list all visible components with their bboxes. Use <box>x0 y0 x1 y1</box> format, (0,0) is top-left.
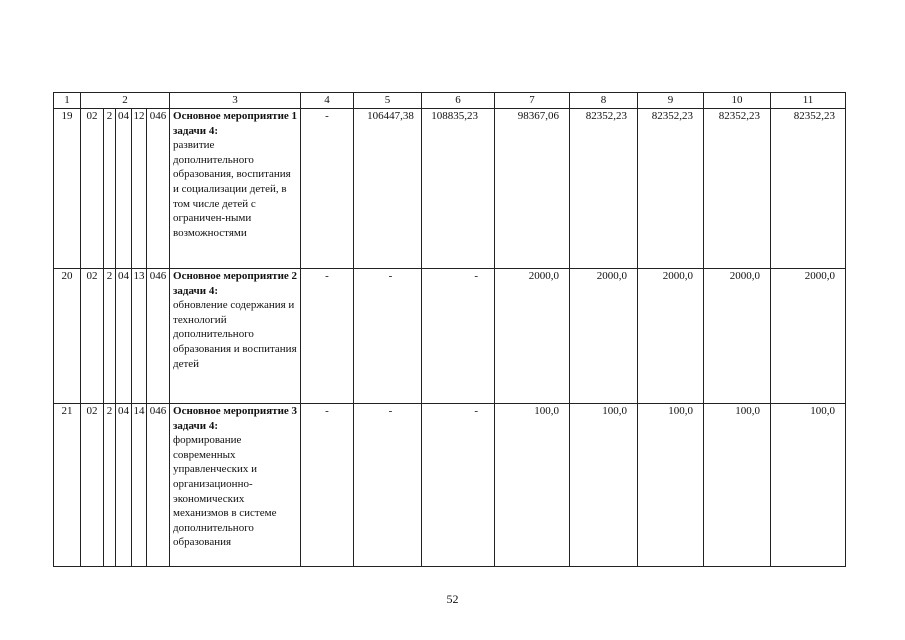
header-cell: 2 <box>81 93 170 109</box>
code-cell: 04 <box>116 404 132 567</box>
header-cell: 10 <box>704 93 771 109</box>
code-cell: 2 <box>104 109 116 269</box>
code-cell: 046 <box>147 109 170 269</box>
value-cell: - <box>354 404 422 567</box>
row-number: 21 <box>54 404 81 567</box>
activity-title: Основное мероприятие 2 задачи 4: <box>173 270 298 297</box>
value-cell: - <box>422 269 495 404</box>
page-number: 52 <box>446 592 459 606</box>
header-cell: 7 <box>495 93 570 109</box>
value-cell: 82352,23 <box>771 109 846 269</box>
activity-description: развитие дополнительного образования, воспитания и социализации детей, в том числе детей с ограничен-ными возможностями <box>173 139 291 239</box>
activity-description: формирование современных управленческих и организационно-экономических механизмов в системе дополнительного образования <box>173 434 277 549</box>
code-cell: 12 <box>132 109 147 269</box>
table-row <box>54 269 846 404</box>
activity-title: Основное мероприятие 3 задачи 4: <box>173 405 298 432</box>
value-cell: 2000,0 <box>638 269 704 404</box>
activity-title: Основное мероприятие 1 задачи 4: <box>173 110 298 137</box>
value-cell: 82352,23 <box>638 109 704 269</box>
code-cell: 04 <box>116 269 132 404</box>
description-cell <box>170 269 301 404</box>
value-cell: 100,0 <box>495 404 570 567</box>
header-cell: 4 <box>301 93 354 109</box>
value-cell: 2000,0 <box>570 269 638 404</box>
row-number: 20 <box>54 269 81 404</box>
header-cell: 6 <box>422 93 495 109</box>
row-number: 19 <box>54 109 81 269</box>
value-cell: 100,0 <box>771 404 846 567</box>
header-cell: 11 <box>771 93 846 109</box>
code-cell: 02 <box>81 109 104 269</box>
value-cell: 2000,0 <box>771 269 846 404</box>
description-cell <box>170 109 301 269</box>
value-cell: 82352,23 <box>570 109 638 269</box>
header-cell: 5 <box>354 93 422 109</box>
code-cell: 04 <box>116 109 132 269</box>
code-cell: 046 <box>147 269 170 404</box>
code-cell: 02 <box>81 404 104 567</box>
value-cell: 98367,06 <box>495 109 570 269</box>
value-cell: 108835,23 <box>422 109 495 269</box>
value-cell: 82352,23 <box>704 109 771 269</box>
value-cell: 100,0 <box>638 404 704 567</box>
header-cell: 1 <box>54 93 81 109</box>
value-cell: 2000,0 <box>704 269 771 404</box>
code-cell: 14 <box>132 404 147 567</box>
description-cell <box>170 404 301 567</box>
code-cell: 2 <box>104 269 116 404</box>
value-cell: 2000,0 <box>495 269 570 404</box>
value-cell: 100,0 <box>570 404 638 567</box>
table-row <box>54 404 846 567</box>
table-row <box>54 109 846 269</box>
value-cell: - <box>301 404 354 567</box>
header-cell: 8 <box>570 93 638 109</box>
code-cell: 046 <box>147 404 170 567</box>
value-cell: 100,0 <box>704 404 771 567</box>
code-cell: 02 <box>81 269 104 404</box>
code-cell: 13 <box>132 269 147 404</box>
code-cell: 2 <box>104 404 116 567</box>
header-cell: 3 <box>170 93 301 109</box>
header-row <box>54 93 846 109</box>
header-cell: 9 <box>638 93 704 109</box>
value-cell: 106447,38 <box>354 109 422 269</box>
value-cell: - <box>301 109 354 269</box>
value-cell: - <box>301 269 354 404</box>
value-cell: - <box>354 269 422 404</box>
value-cell: - <box>422 404 495 567</box>
activity-description: обновление содержания и технологий дополнительного образования и воспитания детей <box>173 299 297 370</box>
budget-table <box>53 92 846 567</box>
